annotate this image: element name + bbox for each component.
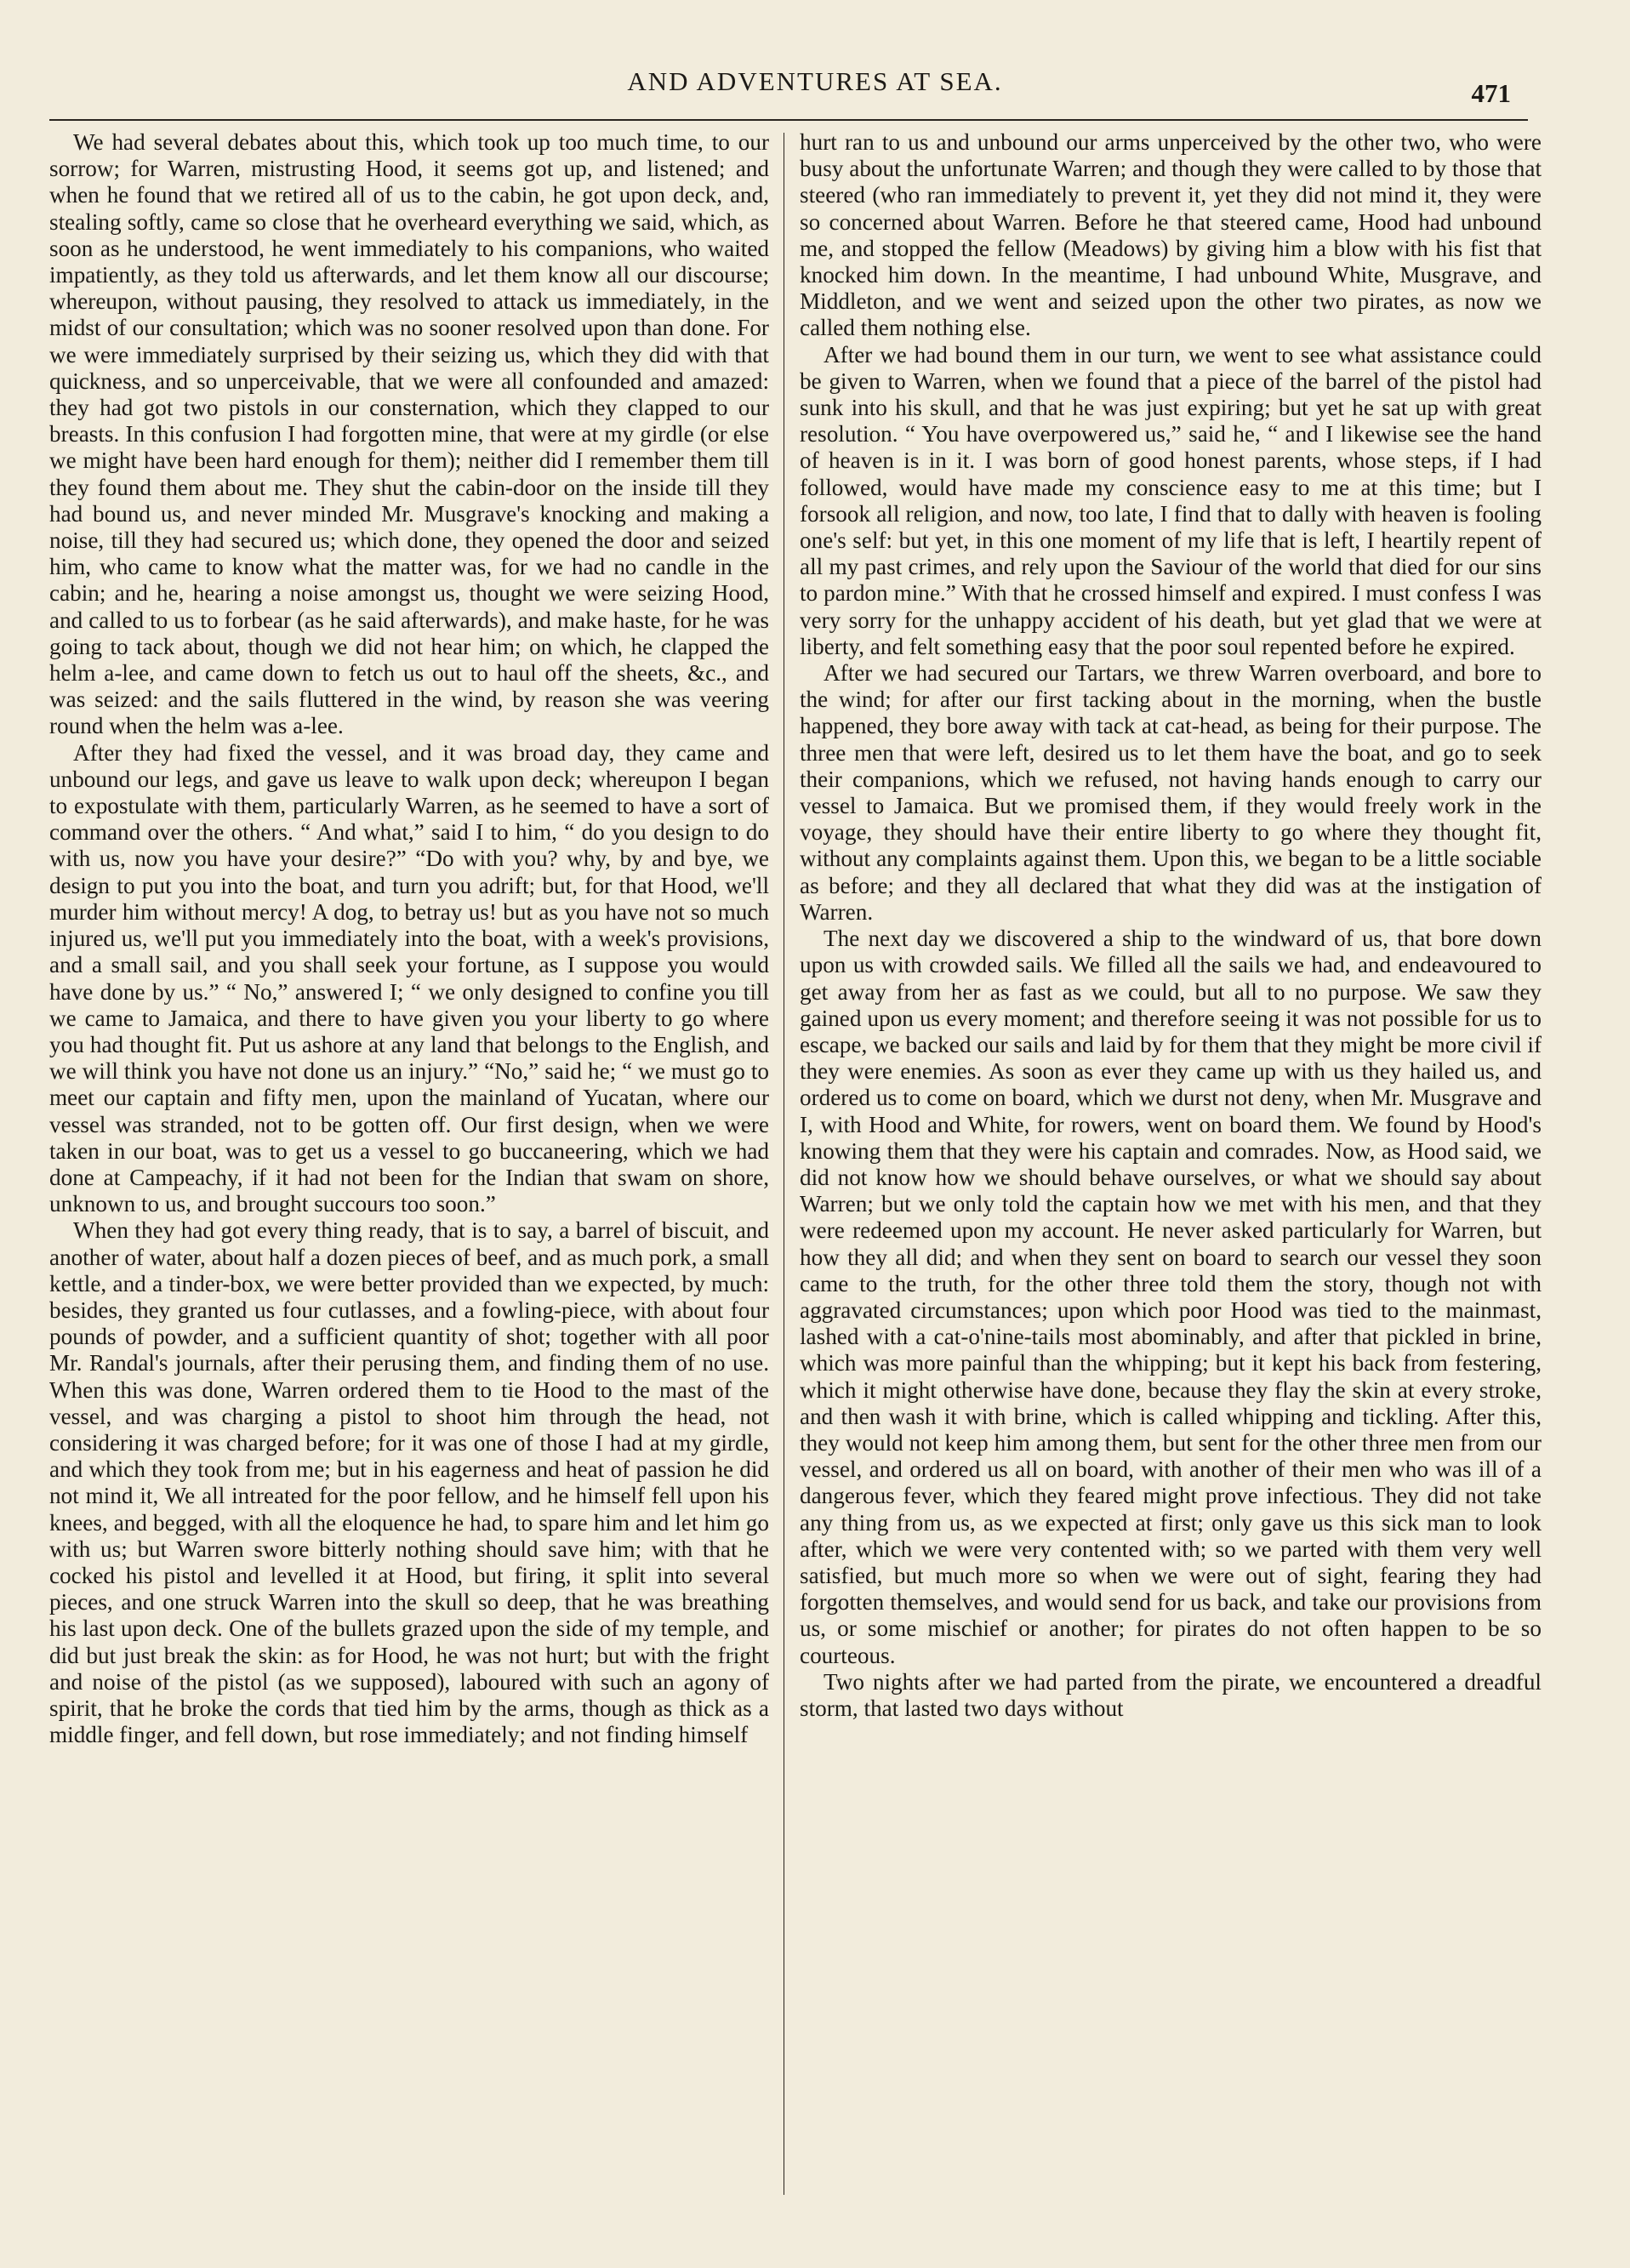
paragraph: We had several debates about this, which took up too much time, to our sorrow; for Warren, mistrusting Hood, it seems got up, and listened; and when he found that we retired all of us to the cabin, he got upon deck, and, stealing softly, came so close that he overheard everything we said, which, as soon as he understood, he went immediately to his companions, who waited impatiently, as they told us afterwards, and let them know all our discourse; whereupon, without pausing, they resolved to attack us immediately, in the midst of our consultation; which was no sooner resolved upon than done. For we were immediately surprised by their seizing us, which they did with that quickness, and so unperceivable, that we were all confounded and amazed: they had got two pistols in our consternation, which they clapped to our breasts. In this confusion I had forgotten mine, that were at my girdle (or else we might have been hard enough for them); neither did I remember them till they found them about me. They shut the cabin-door on the inside till they had bound us, and never minded Mr. Musgrave's knocking and making a noise, till they had secured us; which done, they opened the door and seized him, who came to know what the matter was, for we had no candle in the cabin; and he, hearing a noise amongst us, thought we were seizing Hood, and called to us to forbear (as he said afterwards), and make haste, for he was going to tack about, though we did not hear him; on which, he clapped the helm a-lee, and came down to fetch us out to haul off the sheets, &c., and was seized: and the sails fluttered in the wind, by reason she was veering round when the helm was a-lee. <box>49 129 769 739</box>
paragraph: After they had fixed the vessel, and it was broad day, they came and unbound our legs, and gave us leave to walk upon deck; whereupon I began to expostulate with them, particularly Warren, as he seemed to have a sort of command over the others. “ And what,” said I to him, “ do you design to do with us, now you have your desire?” “Do with you? why, by and bye, we design to put you into the boat, and turn you adrift; but, for that Hood, we'll murder him without mercy! A dog, to betray us! but as you have not so much injured us, we'll put you immediately into the boat, with a week's provisions, and a small sail, and you shall seek your fortune, as I suppose you would have done by us.” “ No,” answered I; “ we only designed to confine you till we came to Jamaica, and there to have given you your liberty to go where you had thought fit. Put us ashore at any land that belongs to the English, and we will think you have not done us an injury.” “No,” said he; “ we must go to meet our captain and fifty men, upon the mainland of Yucatan, where our vessel was stranded, not to be gotten off. Our first design, when we were taken in our boat, was to get us a vessel to go buccaneering, which we had done at Campeachy, if it had not been for the Indian that swam on shore, unknown to us, and brought succours too soon.” <box>49 739 769 1217</box>
page-number: 471 <box>1471 78 1511 108</box>
paragraph-continued: hurt ran to us and unbound our arms unperceived by the other two, who were busy about the unfortunate Warren; and though they were called to by those that steered (who ran immediately to prevent it, yet they did not mind it, they were so concerned about Warren. Before he that steered came, Hood had unbound me, and stopped the fellow (Meadows) by giving him a blow with his fist that knocked him down. In the meantime, I had unbound White, Musgrave, and Middleton, and we went and seized upon the other two pirates, as now we called them nothing else. <box>800 129 1542 341</box>
right-column <box>800 129 1542 2197</box>
paragraph: After we had secured our Tartars, we threw Warren overboard, and bore to the wind; for after our first tacking about in the morning, when the bustle happened, they bore away with tack at cat-head, as being for their purpose. The three men that were left, desired us to let them have the boat, and go to seek their companions, which we refused, not having hands enough to carry our vessel to Jamaica. But we promised them, if they would freely work in the voyage, they should have their entire liberty to go where they thought fit, without any complaints against them. Upon this, we began to be a little sociable as before; and they all declared that what they did was at the instigation of Warren. <box>800 660 1542 925</box>
left-column <box>49 129 769 2197</box>
paragraph: Two nights after we had parted from the pirate, we encountered a dreadful storm, that lasted two days without <box>800 1668 1542 1721</box>
header-rule <box>49 119 1528 121</box>
paragraph: The next day we discovered a ship to the windward of us, that bore down upon us with crowded sails. We filled all the sails we had, and endeavoured to get away from her as fast as we could, but all to no purpose. We saw they gained upon us every moment; and therefore seeing it was not possible for us to escape, we backed our sails and laid by for them that they might be more civil if they were enemies. As soon as ever they came up with us they hailed us, and ordered us to come on board, which we durst not deny, when Mr. Musgrave and I, with Hood and White, for rowers, went on board them. We found by Hood's knowing them that they were his captain and comrades. Now, as Hood said, we did not know how we should behave ourselves, or what we should say about Warren; but we only told the captain how we met with his men, and that they were redeemed upon my account. He never asked particularly for Warren, but how they all did; and when they sent on board to search our vessel they soon came to the truth, for the other three told them the story, though not with aggravated circumstances; upon which poor Hood was tied to the mainmast, lashed with a cat-o'nine-tails most abominably, and after that pickled in brine, which was more painful than the whipping; but it kept his back from festering, which it might otherwise have done, because they flay the skin at every stroke, and then wash it with brine, which is called whipping and tickling. After this, they would not keep him among them, but sent for the other three men from our vessel, and ordered us all on board, with another of their men who was ill of a dangerous fever, which they feared might prove infectious. They did not take any thing from us, as we expected at first; only gave us this sick man to look after, which we were very contented with; so we parted with them very well satisfied, but much more so when we were out of sight, fearing they had forgotten themselves, and would send for us back, and take our provisions from us, or some mischief or another; for pirates do not often happen to be so courteous. <box>800 926 1542 1668</box>
running-head: AND ADVENTURES AT SEA. <box>627 66 1003 96</box>
paragraph: When they had got every thing ready, that is to say, a barrel of biscuit, and another of water, about half a dozen pieces of beef, and as much pork, a small kettle, and a tinder-box, we were better provided than we expected, by much: besides, they granted us four cutlasses, and a fowling-piece, with about four pounds of powder, and a sufficient quantity of shot; together with all poor Mr. Randal's journals, after their perusing them, and finding them of no use. When this was done, Warren ordered them to tie Hood to the mast of the vessel, and was charging a pistol to shoot him through the head, not considering it was charged before; for it was one of those I had at my girdle, and which they took from me; but in his eagerness and heat of passion he did not mind it, We all intreated for the poor fellow, and he himself fell upon his knees, and begged, with all the eloquence he had, to spare him and let him go with us; but Warren swore bitterly nothing should save him; with that he cocked his pistol and levelled it at Hood, but firing, it split into several pieces, and one struck Warren into the skull so deep, that he was breathing his last upon deck. One of the bullets grazed upon the side of my temple, and did but just break the skin: as for Hood, he was not hurt; but with the fright and noise of the pistol (as we supposed), laboured with such an agony of spirit, that he broke the cords that tied him by the arms, though as thick as a middle finger, and fell down, but rose immediately; and not finding himself <box>49 1217 769 1748</box>
paragraph: After we had bound them in our turn, we went to see what assistance could be given to Warren, when we found that a piece of the barrel of the pistol had sunk into his skull, and that he was just expiring; but yet he sat up with great resolution. “ You have overpowered us,” said he, “ and I likewise see the hand of heaven is in it. I was born of good honest parents, whose steps, if I had followed, would have made my conscience easy to me at this time; but I forsook all religion, and now, too late, I find that to dally with heaven is fooling one's self: but yet, in this one moment of my life that is left, I heartily repent of all my past crimes, and rely upon the Saviour of the world that died for our sins to pardon mine.” With that he crossed himself and expired. I must confess I was very sorry for the unhappy accident of his death, but yet glad that we were at liberty, and felt something easy that the poor soul repented before he expired. <box>800 341 1542 659</box>
